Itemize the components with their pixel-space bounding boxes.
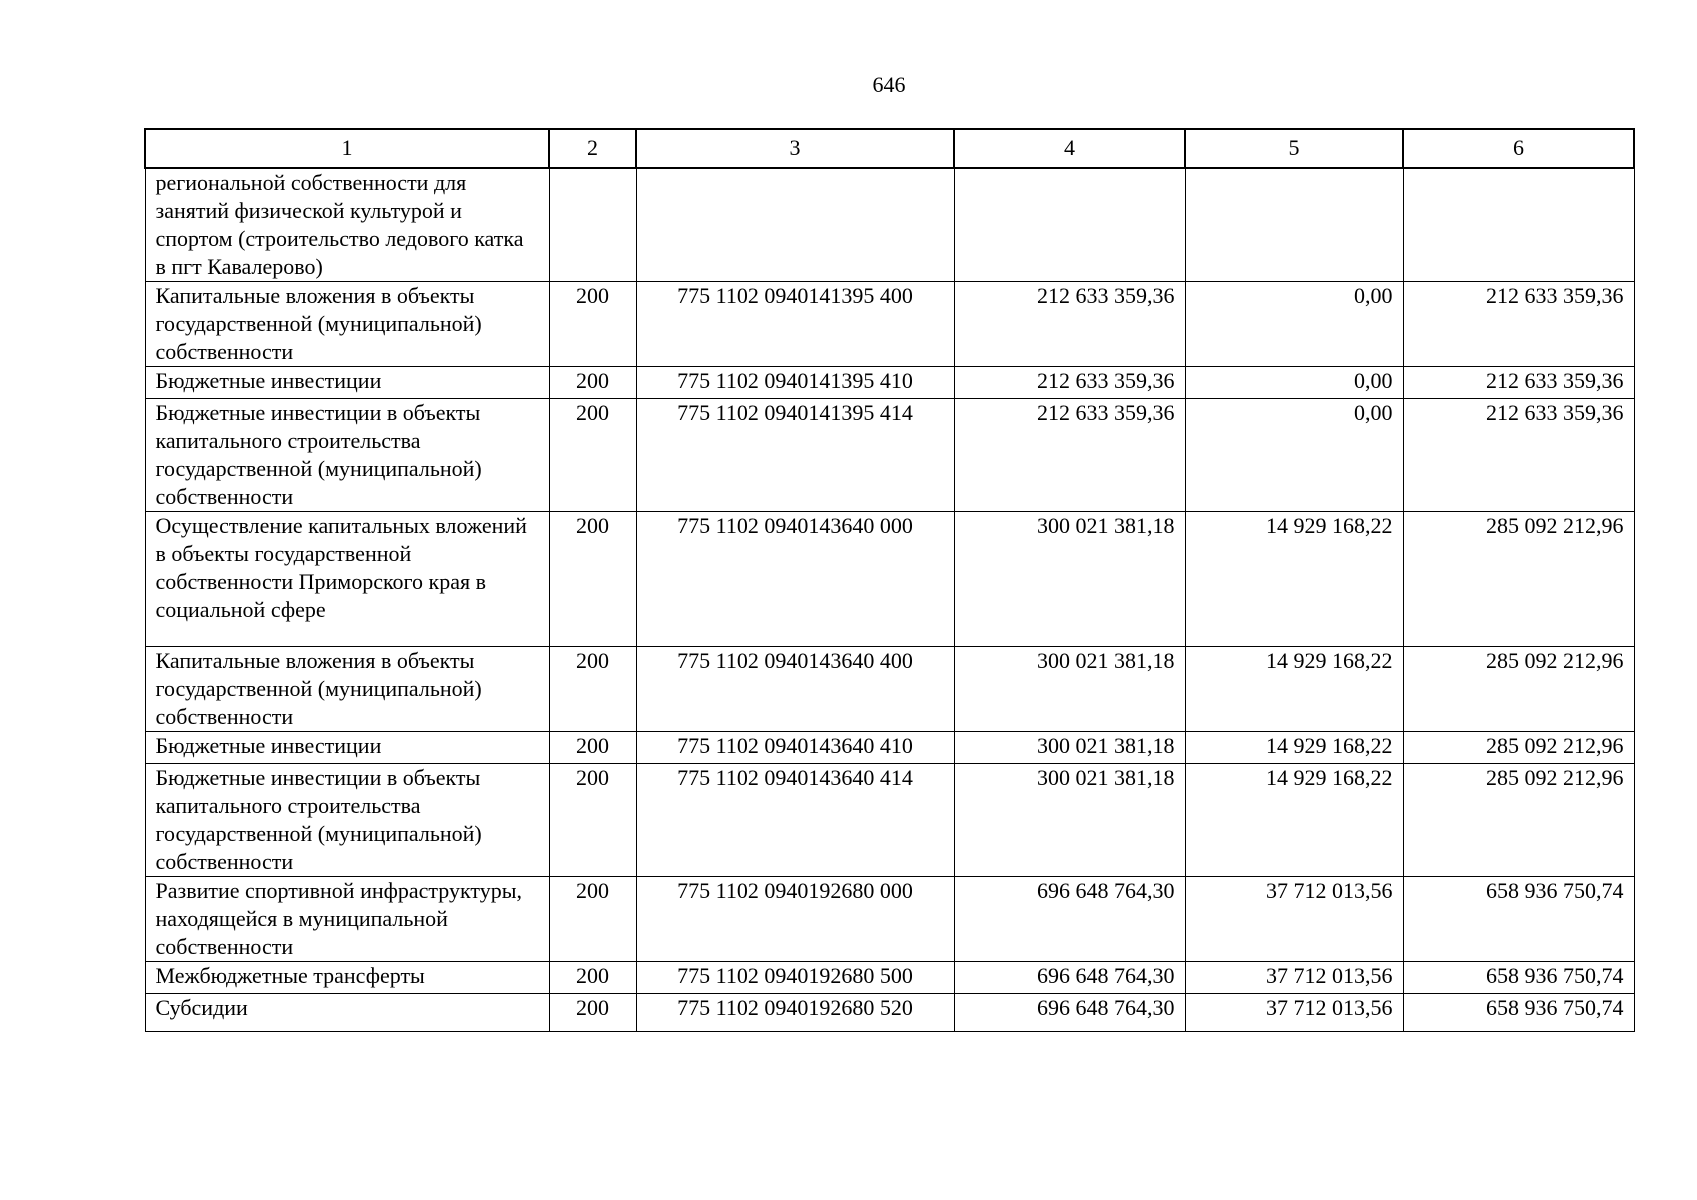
row-amount-col4-cell: 696 648 764,30 [954, 994, 1185, 1032]
table-row [145, 962, 1634, 994]
row-name-cell: Субсидии [145, 994, 549, 1032]
row-status-cell: 200 [549, 994, 636, 1032]
row-amount-col6-cell [1403, 168, 1634, 282]
row-amount-col4-cell: 300 021 381,18 [954, 732, 1185, 764]
row-amount-col4-cell: 696 648 764,30 [954, 877, 1185, 962]
table-row [145, 512, 1634, 647]
row-amount-col5-cell: 0,00 [1185, 282, 1403, 367]
row-name-cell: Бюджетные инвестиции [145, 367, 549, 399]
row-name-cell: Бюджетные инвестиции [145, 732, 549, 764]
table-row [145, 367, 1634, 399]
row-amount-col5-cell: 14 929 168,22 [1185, 732, 1403, 764]
row-status-cell: 200 [549, 877, 636, 962]
row-status-cell: 200 [549, 764, 636, 877]
table-row [145, 877, 1634, 962]
column-header-6: 6 [1403, 129, 1634, 168]
row-code-cell [636, 168, 954, 282]
column-header-4: 4 [954, 129, 1185, 168]
row-status-cell: 200 [549, 282, 636, 367]
row-status-cell: 200 [549, 647, 636, 732]
row-amount-col4-cell: 300 021 381,18 [954, 764, 1185, 877]
row-name-cell: Развитие спортивной инфраструктуры, находящейся в муниципальной собственности [145, 877, 549, 962]
row-name-cell: Межбюджетные трансферты [145, 962, 549, 994]
column-header-1: 1 [145, 129, 549, 168]
row-status-cell: 200 [549, 512, 636, 647]
row-amount-col5-cell: 0,00 [1185, 367, 1403, 399]
table-row [145, 282, 1634, 367]
row-code-cell: 775 1102 0940141395 414 [636, 399, 954, 512]
table-row [145, 647, 1634, 732]
row-amount-col5-cell: 0,00 [1185, 399, 1403, 512]
column-header-3: 3 [636, 129, 954, 168]
table-row [145, 399, 1634, 512]
table-row [145, 994, 1634, 1032]
row-amount-col4-cell: 212 633 359,36 [954, 282, 1185, 367]
row-amount-col5-cell: 14 929 168,22 [1185, 647, 1403, 732]
row-amount-col6-cell: 212 633 359,36 [1403, 399, 1634, 512]
row-amount-col4-cell: 696 648 764,30 [954, 962, 1185, 994]
row-code-cell: 775 1102 0940143640 410 [636, 732, 954, 764]
row-name-cell: Капитальные вложения в объекты государственной (муниципальной) собственности [145, 282, 549, 367]
row-amount-col6-cell: 285 092 212,96 [1403, 732, 1634, 764]
row-status-cell [549, 168, 636, 282]
row-amount-col4-cell: 212 633 359,36 [954, 367, 1185, 399]
table-row [145, 732, 1634, 764]
row-amount-col5-cell: 37 712 013,56 [1185, 962, 1403, 994]
budget-table [144, 128, 1635, 1032]
row-amount-col5-cell: 14 929 168,22 [1185, 512, 1403, 647]
row-amount-col6-cell: 658 936 750,74 [1403, 994, 1634, 1032]
row-amount-col5-cell [1185, 168, 1403, 282]
row-amount-col5-cell: 14 929 168,22 [1185, 764, 1403, 877]
row-amount-col4-cell: 300 021 381,18 [954, 512, 1185, 647]
row-amount-col5-cell: 37 712 013,56 [1185, 994, 1403, 1032]
row-amount-col6-cell: 285 092 212,96 [1403, 764, 1634, 877]
row-status-cell: 200 [549, 962, 636, 994]
row-amount-col4-cell [954, 168, 1185, 282]
row-code-cell: 775 1102 0940143640 414 [636, 764, 954, 877]
row-name-cell: Бюджетные инвестиции в объекты капитального строительства государственной (муниципальной) собственности [145, 764, 549, 877]
table-body [145, 168, 1634, 1032]
row-status-cell: 200 [549, 367, 636, 399]
row-amount-col6-cell: 212 633 359,36 [1403, 282, 1634, 367]
row-code-cell: 775 1102 0940143640 000 [636, 512, 954, 647]
row-code-cell: 775 1102 0940141395 410 [636, 367, 954, 399]
row-amount-col6-cell: 285 092 212,96 [1403, 512, 1634, 647]
table-row [145, 764, 1634, 877]
row-amount-col6-cell: 658 936 750,74 [1403, 877, 1634, 962]
row-amount-col5-cell: 37 712 013,56 [1185, 877, 1403, 962]
row-status-cell: 200 [549, 399, 636, 512]
row-amount-col4-cell: 212 633 359,36 [954, 399, 1185, 512]
row-status-cell: 200 [549, 732, 636, 764]
column-header-2: 2 [549, 129, 636, 168]
table-row [145, 168, 1634, 282]
row-amount-col4-cell: 300 021 381,18 [954, 647, 1185, 732]
row-name-cell: Капитальные вложения в объекты государственной (муниципальной) собственности [145, 647, 549, 732]
row-amount-col6-cell: 285 092 212,96 [1403, 647, 1634, 732]
row-amount-col6-cell: 658 936 750,74 [1403, 962, 1634, 994]
table-header-row [145, 129, 1634, 168]
row-name-cell: Бюджетные инвестиции в объекты капитального строительства государственной (муниципальной) собственности [145, 399, 549, 512]
row-name-cell: региональной собственности для занятий физической культурой и спортом (строительство ледового катка в пгт Кавалерово) [145, 168, 549, 282]
row-name-cell: Осуществление капитальных вложений в объекты государственной собственности Приморского края в социальной сфере [145, 512, 549, 647]
row-code-cell: 775 1102 0940192680 520 [636, 994, 954, 1032]
row-code-cell: 775 1102 0940192680 000 [636, 877, 954, 962]
row-code-cell: 775 1102 0940143640 400 [636, 647, 954, 732]
row-code-cell: 775 1102 0940141395 400 [636, 282, 954, 367]
row-code-cell: 775 1102 0940192680 500 [636, 962, 954, 994]
page-number: 646 [872, 72, 906, 97]
column-header-5: 5 [1185, 129, 1403, 168]
row-amount-col6-cell: 212 633 359,36 [1403, 367, 1634, 399]
